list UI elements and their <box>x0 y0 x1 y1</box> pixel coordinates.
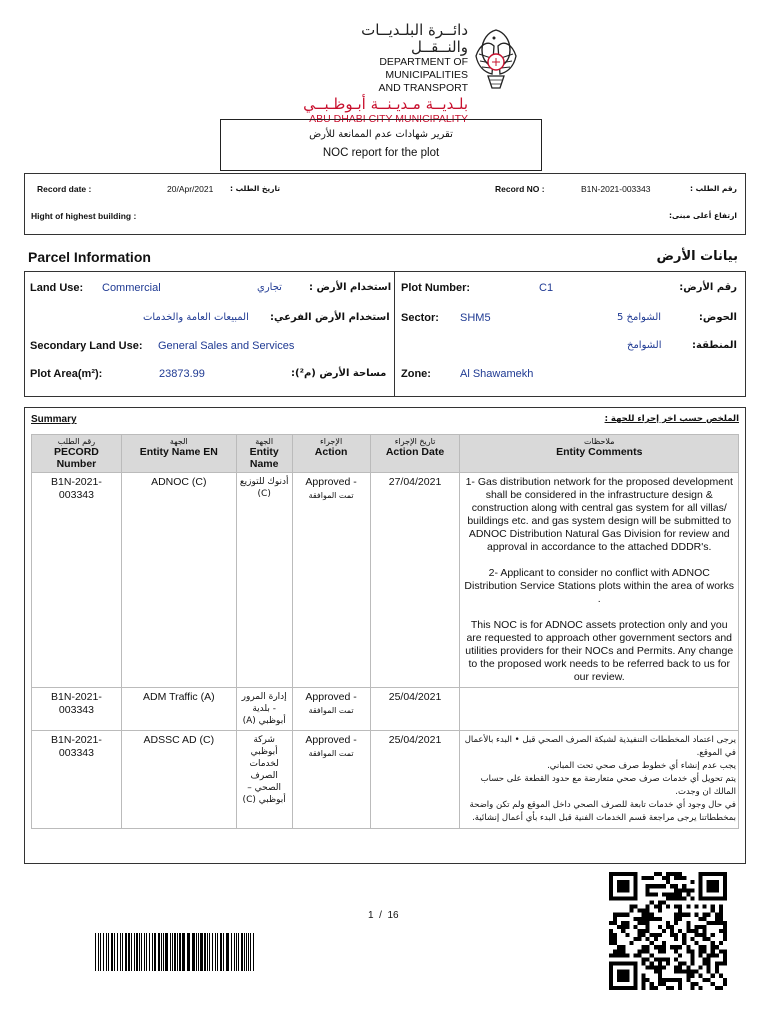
comment-paragraph: 2- Applicant to consider no conflict with ADNOC Distribution Service Stations plots within the area of works . <box>464 567 735 605</box>
plot-number-label-ar: رقم الأرض: <box>679 282 737 293</box>
secondary-land-use-value: General Sales and Services <box>158 340 295 352</box>
plot-number-value: C1 <box>539 282 554 294</box>
summary-table <box>31 434 739 829</box>
column-header: رقم الطلب PECORD Number <box>32 435 122 473</box>
sector-value-ar: الشوامخ 5 <box>617 312 662 323</box>
building-height-label-ar: ارتفاع أعلى مبنى: <box>669 211 737 220</box>
page-total: 16 <box>387 910 399 921</box>
table-header-row <box>32 435 739 473</box>
column-header: الجهة Entity Name EN <box>121 435 236 473</box>
header-logo-text <box>300 22 468 125</box>
entity-comments-cell <box>460 688 739 731</box>
barcode-icon <box>95 933 257 971</box>
record-no-label-ar: رقم الطلب : <box>689 184 737 193</box>
zone-value: Al Shawamekh <box>460 368 534 380</box>
building-height-label: Hight of highest building : <box>31 211 137 221</box>
plot-number-label: Plot Number: <box>401 282 471 294</box>
record-number-cell: B1N-2021-003343 <box>32 473 122 688</box>
dept-name-en-1: DEPARTMENT OF MUNICIPALITIES <box>379 56 468 81</box>
column-header: الجهة Entity Name <box>236 435 292 473</box>
parcel-info-title: Parcel Information <box>28 249 151 265</box>
comment-paragraph: في حال وجود أي خدمات تابعة للصرف الصحي داخل الموقع ولم تكن واضحة بمخططاتنا يرجى مراجعة قسم الخدمات الفنية قبل البدء بأي أعمال إنشائية. <box>469 800 736 823</box>
record-no-value: B1N-2021-003343 <box>581 184 651 194</box>
column-header: ملاحظات Entity Comments <box>460 435 739 473</box>
report-title-en: NOC report for the plot <box>322 147 440 159</box>
zone-label: Zone: <box>401 368 431 380</box>
plot-area-value: 23873.99 <box>159 368 205 380</box>
page-indicator <box>368 910 399 921</box>
table-row <box>32 473 739 688</box>
parcel-info-box <box>24 271 746 397</box>
summary-box <box>24 407 746 864</box>
action-date-cell: 27/04/2021 <box>370 473 460 688</box>
sector-label-ar: الحوض: <box>698 312 737 323</box>
land-use-label-ar: استخدام الأرض : <box>309 282 392 293</box>
report-title-box <box>220 119 542 171</box>
land-use-label: Land Use: <box>30 282 84 294</box>
record-number-cell: B1N-2021-003343 <box>32 688 122 731</box>
sub-use-label-ar: استخدام الأرض الفرعي: <box>270 312 390 323</box>
qr-code-icon <box>609 872 727 990</box>
comment-paragraph: يجب عدم إنشاء أي خطوط صرف صحي تحت المباني. <box>547 761 736 771</box>
city-name-en: ABU DHABI CITY MUNICIPALITY <box>309 113 468 125</box>
entity-name-ar-cell: أدنوك للتوزيع (C) <box>236 473 292 688</box>
entity-name-en-cell: ADNOC (C) <box>121 473 236 688</box>
plot-area-label: Plot Area(m²): <box>30 368 103 380</box>
record-date-label: Record date : <box>37 184 92 194</box>
comment-paragraph: يتم تحويل أي خدمات صرف صحي متعارضة مع حدود القطعة على حساب المالك ان وجدت. <box>480 774 736 797</box>
sector-label: Sector: <box>401 312 439 324</box>
summary-title: Summary <box>31 414 77 425</box>
sub-use-value-ar: المبيعات العامة والخدمات <box>143 312 249 323</box>
land-use-value: Commercial <box>102 282 161 294</box>
column-header: الإجراء Action <box>292 435 370 473</box>
parcel-divider <box>394 272 395 396</box>
report-title-ar: تقرير شهادات عدم الممانعة للأرض <box>309 129 453 140</box>
table-row <box>32 688 739 731</box>
secondary-land-use-label: Secondary Land Use: <box>30 340 143 352</box>
record-date-label-ar: تاريخ الطلب : <box>230 184 281 193</box>
entity-name-en-cell: ADSSC AD (C) <box>121 731 236 829</box>
page-separator: / <box>379 910 382 921</box>
entity-name-en-cell: ADM Traffic (A) <box>121 688 236 731</box>
dept-name-en-2: AND TRANSPORT <box>378 82 468 94</box>
action-cell: Approved - تمت الموافقة <box>292 473 370 688</box>
entity-comments-cell <box>460 731 739 829</box>
falcon-emblem-icon <box>470 26 522 98</box>
district-value-ar: الشوامخ <box>627 340 662 351</box>
sector-value: SHM5 <box>460 312 491 324</box>
entity-name-ar-cell: إدارة المرور - بلدية أبوظبي (A) <box>236 688 292 731</box>
page-current: 1 <box>368 910 374 921</box>
entity-name-ar-cell: شركة أبوظبي لخدمات الصرف الصحي – أبوظبي (C) <box>236 731 292 829</box>
entity-comments-cell <box>460 473 739 688</box>
plot-area-label-ar: مساحة الأرض (م²): <box>291 368 387 379</box>
city-name-ar: بلـديــة مـديـنــة أبـوظـبــي <box>303 95 468 113</box>
parcel-info-title-ar: بيانات الأرض <box>656 249 738 264</box>
dept-name-ar: دائــرة البلـديــات والنــقــل <box>361 21 468 56</box>
comment-paragraph: يرجى اعتماد المخططات التنفيذية لشبكة الصرف الصحي قبل • البدء بالأعمال في الموقع. <box>464 735 736 758</box>
record-info-box <box>24 173 746 235</box>
summary-title-ar: الملخص حسب اخر إجراء للجهة : <box>604 414 739 424</box>
record-date-value: 20/Apr/2021 <box>167 184 214 194</box>
record-number-cell: B1N-2021-003343 <box>32 731 122 829</box>
table-row <box>32 731 739 829</box>
record-no-label: Record NO : <box>495 184 545 194</box>
comment-paragraph: 1- Gas distribution network for the proposed development shall be considered in the infrastructure design & construction along with central gas system for all villas/ buildings etc. and gas system design will be submitted to ADNOC Distribution Natural Gas Division for review and approval in accordance to the attached DDDR's. <box>465 476 733 553</box>
land-use-value-ar: تجاري <box>257 282 282 293</box>
action-date-cell: 25/04/2021 <box>370 688 460 731</box>
action-date-cell: 25/04/2021 <box>370 731 460 829</box>
action-cell: Approved - تمت الموافقة <box>292 731 370 829</box>
column-header: تاريخ الإجراء Action Date <box>370 435 460 473</box>
comment-paragraph: This NOC is for ADNOC assets protection only and you are requested to approach other government sectors and utilities providers for their NOCs and Permits. Any change to the proposed work needs to be referred back to us for our review. <box>465 619 734 683</box>
action-cell: Approved - تمت الموافقة <box>292 688 370 731</box>
district-label-ar: المنطقة: <box>692 340 737 351</box>
